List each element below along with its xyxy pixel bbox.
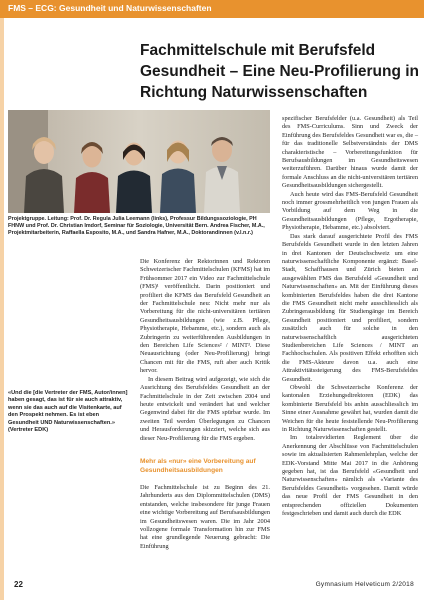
body-column-3 bbox=[282, 115, 418, 519]
article-title: Fachmittelschule mit Berufsfeld Gesundheit – Eine Neu-Profilierung in Richtung Naturwissenschaften bbox=[140, 42, 420, 101]
page-number: 22 bbox=[14, 580, 23, 589]
body-paragraph: In diesem Beitrag wird aufgezeigt, wie sich die Ausrichtung des Berufsfeldes Gesundheit an der Fachmittelschule in der Zeit zwischen 2004 und heute entwickelt und verändert hat und welcher Gegenwind dabei für die FMS spürbar wurde. Im zweiten Teil werden Überlegungen zu Chancen und Herausforderungen skizziert, welche sich aus dieser Neu-Profilierung für die FMS ergeben. bbox=[140, 375, 270, 442]
pull-quote: «Und die [die Vertreter der FMS, Autor/innen] haben gesagt, das ist für sie auch attraktiv, wenn sie das auch auf die Visitenkarte, auf den Prospekt nehmen. Es ist eben Gesundheit UND Naturwissenschaften.» (Vertreter EDK) bbox=[8, 390, 128, 434]
body-paragraph: Die Konferenz der Rektorinnen und Rektoren Schweizerischer Fachmittelschulen (KFMS) hat im Frühsommer 2017 ein Video zur Fachmittelschule (FMS)¹ veröffentlicht. Darin positioniert und profiliert die KFMS das Berufsfeld Gesundheit an der Fachmittelschule neu: Nicht mehr nur als Vorbereitung für die nicht-universitären tertiären Gesundheitsausbildungen (wie z.B. Pflege, Physiotherapie, Hebamme, etc.), sondern auch als Zubringerin zu weiterführenden Ausbildungen in den Bereichen Life Sciences² / MINT³. Diese Neuausrichtung (oder Neu-Profilierung) bringt Chancen mit für die FMS, ruft aber auch Kritik hervor. bbox=[140, 258, 270, 375]
photo-caption: Projektgruppe. Leitung: Prof. Dr. Regula Julia Leemann (links), Professur Bildungssoziologie, PH FHNW und Prof. Dr. Christian Imdorf, Seminar für Soziologie, Universität Bern. Andrea Fischer, M.A., Projektmitarbeiterin, Raffaella Esposito, M.A., und Sandra Hafner, M.A., Doktorandinnen (v.l.n.r.) bbox=[8, 216, 265, 236]
section-subheading: Mehr als «nur» eine Vorbereitung auf Gesundheitsausbildungen bbox=[140, 458, 256, 474]
body-paragraph: Die Fachmittelschule ist zu Beginn des 21. Jahrhunderts aus den Diplommittelschulen (DMS) entstanden, welche insbesondere für junge Frauen eine wichtige Vorbereitung auf Berufsausbildungen im Gesundheitswesen waren. Die im Jahr 2004 vollzogene formale Transformation hin zur FMS hat eine grundlegende Neuerung gebracht: Die Einführung bbox=[140, 484, 270, 550]
body-paragraph: Im totalrevidierten Reglement über die Anerkennung der Abschlüsse von Fachmittelschulen sowie im aktualisierten Rahmenlehrplan, welche der EDK-Vorstand Mitte Mai 2017 in die Anhörung gegeben hat, ist das Berufsfeld «Gesundheit und Naturwissenschaften» nämlich als «Variante des Berufsfeldes Gesundheit» vorgesehen. Damit würde das neue Profil der FMS Gesundheit in den entsprechenden offiziellen Dokumenten festgeschrieben und damit auch durch die EDK bbox=[282, 434, 418, 518]
body-paragraph: spezifischer Berufsfelder (u.a. Gesundheit) als Teil des FMS-Curriculums. Sinn und Zweck der Einführung des Berufsfeldes Gesundheit war es, die – für das traditionelle Selbstverständnis der DMS charakteristische – Vorbereitungsfunktion für Berufsausbildungen im Gesundheitswesen weiterzuführen. Darüber hinaus wurde damit der formale Anschluss an die nicht-universitären tertiären Gesundheitsausbildungen sichergestellt. bbox=[282, 115, 418, 190]
body-paragraph: Obwohl die Schweizerische Konferenz der kantonalen Erziehungsdirektoren (EDK) das kombinierte Berufsfeld bis anhin ausschliesslich im Sinne einer Ausnahme gewährt hat, wurden damit die Weichen für die heute feststellende Neu-Profilierung in Richtung Naturwissenschaften gestellt. bbox=[282, 384, 418, 434]
side-accent-strip bbox=[0, 18, 4, 600]
section-label: FMS – ECG: Gesundheit und Naturwissenschaften bbox=[8, 3, 212, 13]
body-column-1 bbox=[140, 258, 270, 443]
publication-name: Gymnasium Helveticum 2/2018 bbox=[315, 581, 414, 588]
section-header-bar bbox=[0, 0, 424, 18]
body-paragraph: Das stark darauf ausgerichtete Profil des FMS Berufsfelds Gesundheit wurde in den letzten Jahren in drei Kantonen der Deutschschweiz um eine naturwissenschaftliche Komponente ergänzt: Basel-Stadt, Schaffhausen und Zürich bieten an ausgewählten FMS das Berufsfeld «Gesundheit und Naturwissenschaften» an. Mit der Einführung dieses kombinierten Berufsfeldes haben die drei Kantone die FMS Gesundheit nicht mehr ausschliesslich als Zubringerausbildung für Studiengänge im Bereich Gesundheit positioniert und profiliert, sondern zusätzlich auch für solche in den naturwissenschaftlich ausgerichteten Studienbereichen Life Sciences / MINT an Fachhochschulen. Als positiven Effekt erhofften sich die FMS-Akteure davon u.a. auch eine Attraktivitätssteigerung des FMS-Berufsfeldes Gesundheit. bbox=[282, 232, 418, 383]
group-photo bbox=[8, 110, 270, 213]
body-paragraph: Auch heute wird das FMS-Berufsfeld Gesundheit noch immer grossmehrheitlich von jungen Frauen als Vorbildung auf dem Weg in die Gesundheitsausbildungen (Pflege, Ergotherapie, Physiotherapie, Hebamme, etc.) absolviert. bbox=[282, 190, 418, 232]
body-column-2 bbox=[140, 484, 270, 551]
